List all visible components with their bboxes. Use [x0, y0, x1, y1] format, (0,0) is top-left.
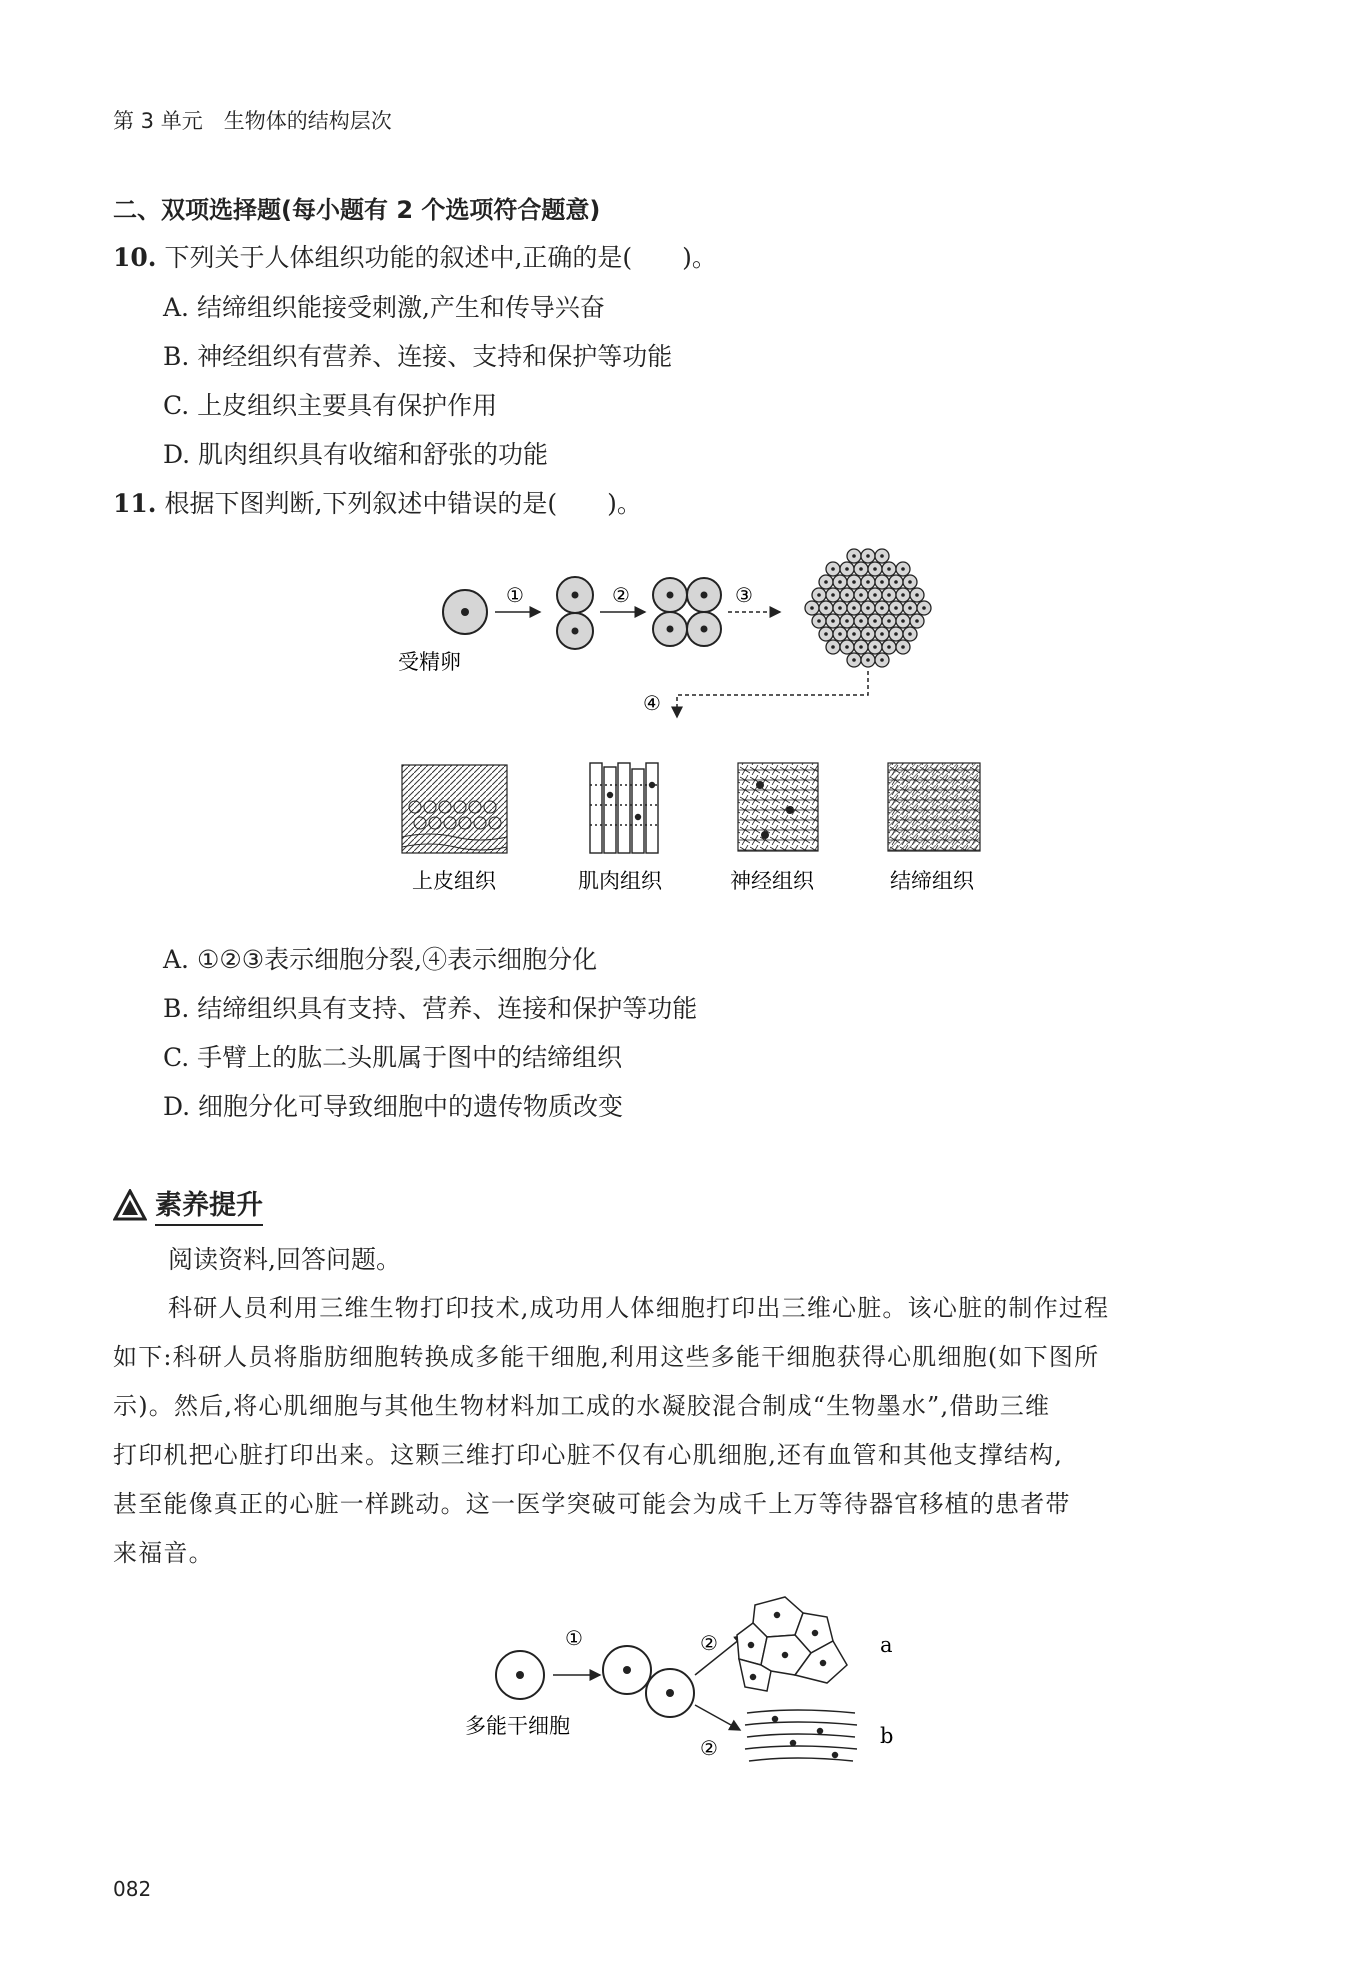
zygote-label: 受精卵: [398, 650, 461, 674]
two-cells: [557, 577, 593, 649]
tissue-label-nervous: 神经组织: [730, 869, 814, 893]
cell-development-figure: [390, 545, 1010, 915]
tissue-label-connective: 结缔组织: [890, 869, 974, 893]
cell-mass-nucleus: [831, 593, 835, 597]
cell-mass: [805, 549, 931, 667]
nervous-tissue-image: [738, 763, 818, 851]
cell-mass-nucleus: [859, 567, 863, 571]
tissue-label-epithelial: 上皮组织: [412, 869, 496, 893]
stem-step-2a-label: ②: [700, 1631, 718, 1655]
page-number: 082: [113, 1877, 152, 1901]
literacy-title: 素养提升: [155, 1183, 263, 1226]
cell-mass-nucleus: [838, 606, 842, 610]
question-10: [113, 238, 717, 274]
cell-mass-nucleus: [852, 580, 856, 584]
cell-mass-nucleus: [866, 580, 870, 584]
literacy-line-1: 科研人员利用三维生物打印技术,成功用人体细胞打印出三维心脏。该心脏的制作过程: [168, 1294, 1110, 1322]
zygote-cell: [443, 590, 487, 634]
cell-mass-nucleus: [908, 632, 912, 636]
cell-mass-nucleus: [873, 619, 877, 623]
cell-mass-nucleus: [887, 645, 891, 649]
cell-mass-nucleus: [880, 606, 884, 610]
literacy-line-5: 甚至能像真正的心脏一样跳动。这一医学突破可能会为成千上万等待器官移植的患者带: [113, 1490, 1071, 1518]
muscle-tissue-image: [590, 763, 658, 853]
stem-step-1-label: ①: [565, 1626, 583, 1650]
cell-mass-nucleus: [887, 567, 891, 571]
cell-mass-nucleus: [852, 606, 856, 610]
cell-mass-nucleus: [873, 567, 877, 571]
cell-mass-nucleus: [810, 606, 814, 610]
cell-mass-nucleus: [908, 580, 912, 584]
cardiomyocyte-cluster-a: [737, 1597, 847, 1691]
cell-mass-nucleus: [831, 645, 835, 649]
cell-mass-nucleus: [894, 632, 898, 636]
cell-mass-nucleus: [845, 619, 849, 623]
literacy-intro: 阅读资料,回答问题。: [168, 1245, 401, 1274]
q11-option-d: D. 细胞分化可导致细胞中的遗传物质改变: [163, 1092, 624, 1121]
question-stem: 根据下图判断,下列叙述中错误的是( )。: [164, 489, 642, 518]
step-1-label: ①: [506, 583, 524, 607]
cell-mass-nucleus: [894, 606, 898, 610]
cell-mass-nucleus: [901, 567, 905, 571]
cell-mass-nucleus: [817, 593, 821, 597]
cell-mass-nucleus: [880, 580, 884, 584]
cell-mass-nucleus: [866, 632, 870, 636]
q10-option-a: A. 结缔组织能接受刺激,产生和传导兴奋: [163, 293, 605, 322]
cell-mass-nucleus: [859, 619, 863, 623]
q11-option-a: A. ①②③表示细胞分裂,④表示细胞分化: [163, 945, 598, 974]
cell-mass-nucleus: [908, 606, 912, 610]
unit-header: 第 3 单元 生物体的结构层次: [113, 109, 392, 133]
daughter-cells: [603, 1646, 694, 1717]
stem-step-2b-label: ②: [700, 1736, 718, 1760]
cell-mass-nucleus: [852, 554, 856, 558]
cell-mass-nucleus: [894, 580, 898, 584]
tissue-label-muscle: 肌肉组织: [578, 869, 662, 893]
cell-mass-nucleus: [866, 606, 870, 610]
cell-mass-nucleus: [817, 619, 821, 623]
question-number: 11.: [113, 489, 157, 518]
cell-mass-nucleus: [866, 554, 870, 558]
cell-mass-nucleus: [887, 619, 891, 623]
cell-mass-nucleus: [845, 645, 849, 649]
literacy-line-6: 来福音。: [113, 1539, 214, 1567]
question-stem: 下列关于人体组织功能的叙述中,正确的是( )。: [164, 243, 717, 272]
cell-mass-nucleus: [845, 593, 849, 597]
cell-mass-nucleus: [880, 632, 884, 636]
section-title: 二、双项选择题(每小题有 2 个选项符合题意): [113, 196, 601, 224]
q11-option-b: B. 结缔组织具有支持、营养、连接和保护等功能: [163, 994, 698, 1023]
four-cells: [653, 578, 721, 646]
cell-mass-nucleus: [852, 632, 856, 636]
cell-mass-nucleus: [915, 619, 919, 623]
stem-cell-label: 多能干细胞: [465, 1714, 570, 1738]
stem-cell: [496, 1651, 544, 1699]
cell-mass-nucleus: [852, 658, 856, 662]
step-4-label: ④: [643, 691, 661, 715]
cell-mass-nucleus: [887, 593, 891, 597]
cell-mass-nucleus: [901, 593, 905, 597]
literacy-line-3: 示)。然后,将心肌细胞与其他生物材料加工成的水凝胶混合制成“生物墨水”,借助三维: [113, 1392, 1051, 1420]
cell-mass-nucleus: [873, 645, 877, 649]
cell-mass-nucleus: [831, 619, 835, 623]
cell-mass-nucleus: [866, 658, 870, 662]
cell-mass-nucleus: [880, 658, 884, 662]
literacy-line-2: 如下:科研人员将脂肪细胞转换成多能干细胞,利用这些多能干细胞获得心肌细胞(如下图所: [113, 1343, 1100, 1371]
cell-mass-nucleus: [838, 580, 842, 584]
label-a: a: [880, 1633, 893, 1657]
cell-mass-nucleus: [873, 593, 877, 597]
cell-mass-nucleus: [859, 593, 863, 597]
cell-mass-nucleus: [901, 619, 905, 623]
epithelial-tissue-image: [402, 765, 507, 853]
cell-mass-nucleus: [824, 632, 828, 636]
step-2-label: ②: [612, 583, 630, 607]
cell-mass-nucleus: [915, 593, 919, 597]
cell-mass-nucleus: [901, 645, 905, 649]
cell-mass-nucleus: [880, 554, 884, 558]
literacy-line-4: 打印机把心脏打印出来。这颗三维打印心脏不仅有心肌细胞,还有血管和其他支撑结构,: [113, 1441, 1064, 1469]
step-3-label: ③: [735, 583, 753, 607]
cell-mass-nucleus: [845, 567, 849, 571]
cell-mass-nucleus: [831, 567, 835, 571]
q10-option-b: B. 神经组织有营养、连接、支持和保护等功能: [163, 342, 673, 371]
cell-mass-nucleus: [838, 632, 842, 636]
q10-option-c: C. 上皮组织主要具有保护作用: [163, 391, 498, 420]
literacy-heading: [113, 1183, 263, 1226]
cell-mass-nucleus: [922, 606, 926, 610]
stem-cell-figure: [455, 1595, 915, 1780]
muscle-fiber-cluster-b: [745, 1710, 857, 1761]
cell-mass-nucleus: [824, 580, 828, 584]
q11-option-c: C. 手臂上的肱二头肌属于图中的结缔组织: [163, 1043, 623, 1072]
connective-tissue-image: [888, 763, 980, 851]
cell-mass-nucleus: [859, 645, 863, 649]
label-b: b: [880, 1724, 894, 1748]
question-number: 10.: [113, 243, 157, 272]
warning-triangle-icon: [113, 1189, 147, 1221]
q10-option-d: D. 肌肉组织具有收缩和舒张的功能: [163, 440, 549, 469]
cell-mass-nucleus: [824, 606, 828, 610]
question-11: [113, 484, 642, 520]
